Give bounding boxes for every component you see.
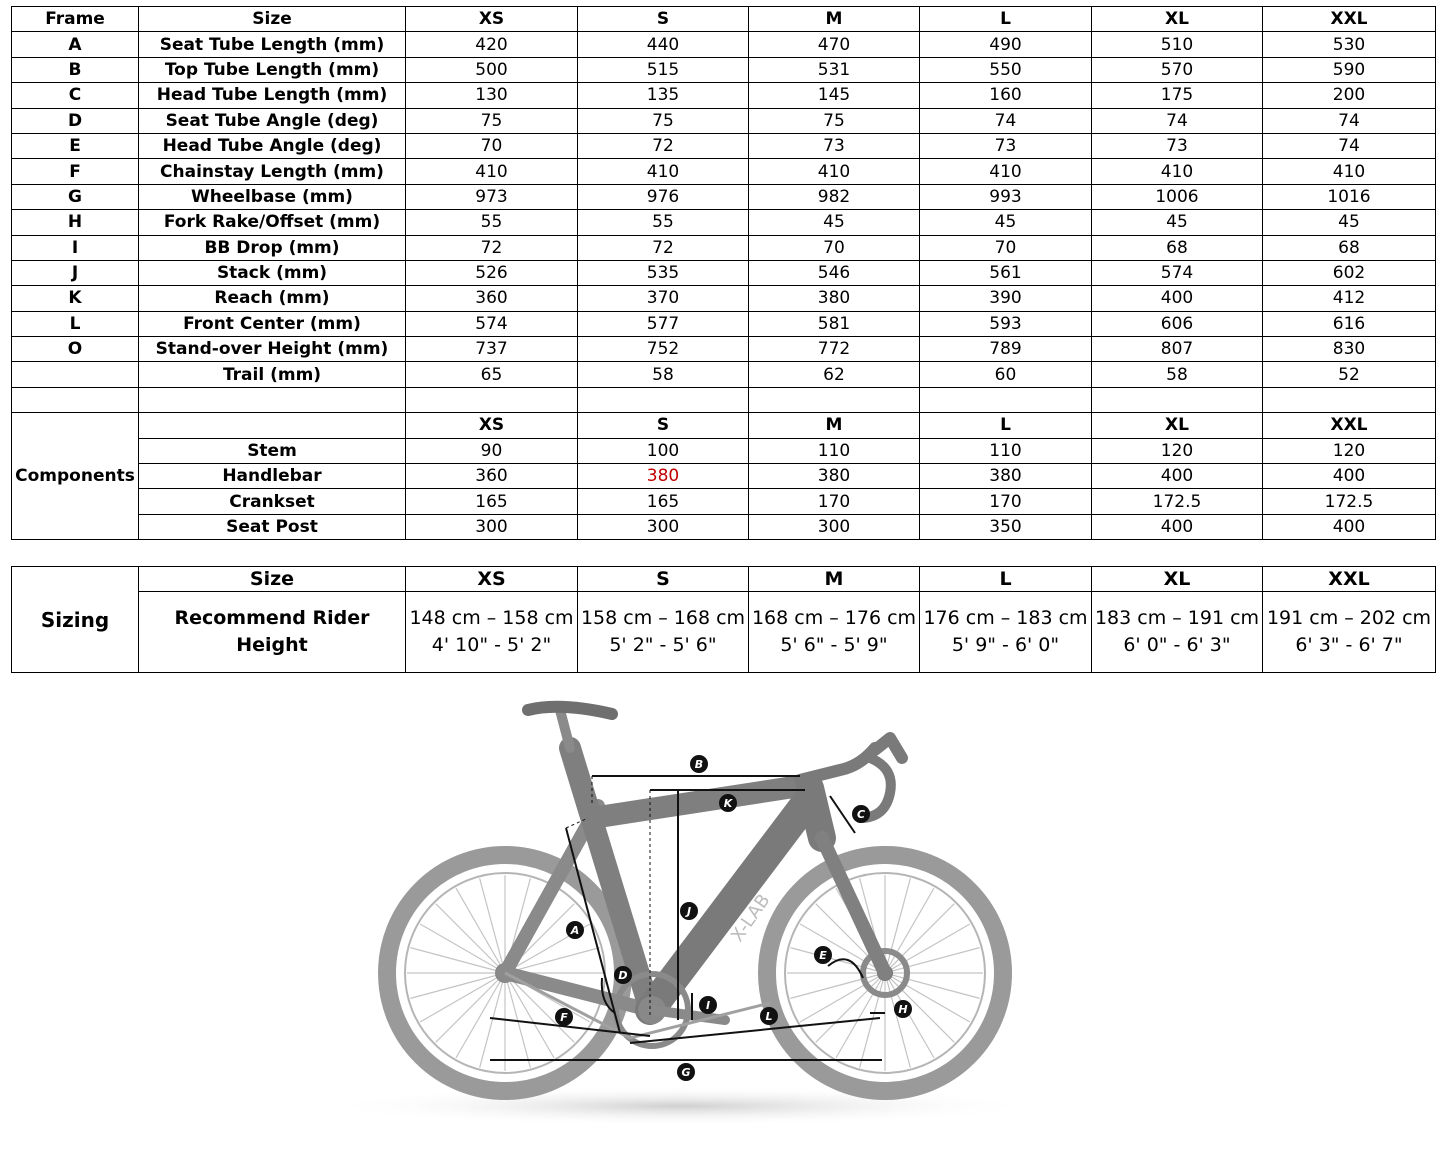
component-name: Crankset	[139, 489, 406, 514]
component-value: 110	[920, 438, 1092, 463]
frame-code: B	[12, 57, 139, 82]
measurement-name: Head Tube Angle (deg)	[139, 133, 406, 158]
marker-i	[699, 996, 717, 1014]
measurement-name: Chainstay Length (mm)	[139, 159, 406, 184]
frame-code: K	[12, 286, 139, 311]
measurement-value: 75	[578, 108, 749, 133]
frame-code: E	[12, 133, 139, 158]
measurement-value: 530	[1263, 32, 1436, 57]
measurement-value: 72	[406, 235, 578, 260]
components-label: Components	[12, 413, 139, 540]
geometry-row	[12, 159, 1436, 184]
height-ft: 6' 3" - 6' 7"	[1295, 634, 1403, 656]
measurement-value: 70	[749, 235, 920, 260]
measurement-value: 73	[920, 133, 1092, 158]
measurement-value: 74	[1092, 108, 1263, 133]
geometry-row	[12, 57, 1436, 82]
measurement-value: 561	[920, 260, 1092, 285]
measurement-value: 606	[1092, 311, 1263, 336]
height-ft: 5' 2" - 5' 6"	[609, 634, 717, 656]
height-cm: 176 cm – 183 cm	[923, 607, 1088, 629]
component-value: 400	[1092, 464, 1263, 489]
measurement-value: 440	[578, 32, 749, 57]
sizing-label: Sizing	[12, 567, 139, 673]
component-value: 300	[749, 514, 920, 539]
geometry-row	[12, 286, 1436, 311]
measurement-value: 535	[578, 260, 749, 285]
component-value: 120	[1263, 438, 1436, 463]
measurement-value: 68	[1263, 235, 1436, 260]
component-size: M	[749, 413, 920, 438]
component-size: XL	[1092, 413, 1263, 438]
empty-cell	[139, 413, 406, 438]
measurement-value: 789	[920, 337, 1092, 362]
empty-cell	[920, 387, 1092, 412]
measurement-value: 574	[1092, 260, 1263, 285]
geometry-row	[12, 210, 1436, 235]
component-value: 120	[1092, 438, 1263, 463]
measurement-value: 45	[1263, 210, 1436, 235]
measurement-name: Wheelbase (mm)	[139, 184, 406, 209]
header-cell: Size	[139, 7, 406, 32]
frame-code: D	[12, 108, 139, 133]
measurement-value: 526	[406, 260, 578, 285]
header-cell: XXL	[1263, 7, 1436, 32]
component-name: Handlebar	[139, 464, 406, 489]
measurement-value: 58	[1092, 362, 1263, 387]
marker-l	[760, 1007, 778, 1025]
marker-letter: C	[856, 808, 866, 821]
measurement-value: 410	[1092, 159, 1263, 184]
height-cm: 191 cm – 202 cm	[1266, 607, 1432, 629]
marker-letter: A	[570, 924, 580, 937]
frame-code: J	[12, 260, 139, 285]
measurement-value: 1016	[1263, 184, 1436, 209]
measurement-value: 65	[406, 362, 578, 387]
measurement-value: 45	[1092, 210, 1263, 235]
marker-letter: H	[898, 1003, 908, 1016]
component-value: 350	[920, 514, 1092, 539]
measurement-value: 752	[578, 337, 749, 362]
component-value: 400	[1263, 514, 1436, 539]
measurement-value: 74	[920, 108, 1092, 133]
component-value: 172.5	[1263, 489, 1436, 514]
measurement-value: 410	[920, 159, 1092, 184]
sizing-size-s: S	[578, 567, 749, 592]
measurement-value: 577	[578, 311, 749, 336]
height-cm: 158 cm – 168 cm	[580, 607, 746, 629]
empty-cell	[406, 387, 578, 412]
measurement-name: Head Tube Length (mm)	[139, 83, 406, 108]
geometry-row	[12, 235, 1436, 260]
rider-height-l	[920, 592, 1092, 673]
component-size: XXL	[1263, 413, 1436, 438]
measurement-name: Stack (mm)	[139, 260, 406, 285]
measurement-value: 75	[406, 108, 578, 133]
measurement-value: 73	[1092, 133, 1263, 158]
measurement-value: 490	[920, 32, 1092, 57]
measurement-name: Reach (mm)	[139, 286, 406, 311]
component-value: 172.5	[1092, 489, 1263, 514]
measurement-value: 830	[1263, 337, 1436, 362]
empty-cell	[578, 387, 749, 412]
geometry-row	[12, 362, 1436, 387]
marker-letter: I	[705, 999, 711, 1012]
measurement-name: Front Center (mm)	[139, 311, 406, 336]
component-value: 110	[749, 438, 920, 463]
measurement-value: 72	[578, 235, 749, 260]
measurement-value: 360	[406, 286, 578, 311]
ground-shadow	[330, 1086, 1040, 1126]
measurement-value: 160	[920, 83, 1092, 108]
spoke	[410, 973, 505, 998]
component-size: S	[578, 413, 749, 438]
measurement-name: Seat Tube Angle (deg)	[139, 108, 406, 133]
measurement-value: 982	[749, 184, 920, 209]
frame-code: I	[12, 235, 139, 260]
rider-height-s	[578, 592, 749, 673]
measurement-value: 616	[1263, 311, 1436, 336]
measurement-name: BB Drop (mm)	[139, 235, 406, 260]
measurement-value: 60	[920, 362, 1092, 387]
measurement-value: 772	[749, 337, 920, 362]
measurement-value: 570	[1092, 57, 1263, 82]
measurement-value: 410	[749, 159, 920, 184]
marker-k	[719, 794, 737, 812]
measurement-name: Seat Tube Length (mm)	[139, 32, 406, 57]
frame-code: C	[12, 83, 139, 108]
marker-a	[566, 921, 584, 939]
frame-code: H	[12, 210, 139, 235]
sizing-table	[11, 566, 1436, 673]
marker-letter: E	[819, 949, 827, 962]
measurement-name: Trail (mm)	[139, 362, 406, 387]
measurement-value: 546	[749, 260, 920, 285]
marker-letter: B	[694, 758, 704, 771]
component-value: 360	[406, 464, 578, 489]
measurement-value: 68	[1092, 235, 1263, 260]
frame-code	[12, 362, 139, 387]
sizing-size-xs: XS	[406, 567, 578, 592]
component-row	[12, 438, 1436, 463]
measurement-value: 976	[578, 184, 749, 209]
measurement-value: 515	[578, 57, 749, 82]
measurement-value: 55	[578, 210, 749, 235]
rider-height-label: Recommend Rider Height	[139, 592, 406, 673]
component-value: 170	[749, 489, 920, 514]
marker-letter: G	[681, 1066, 691, 1079]
component-value: 400	[1263, 464, 1436, 489]
marker-letter: L	[765, 1010, 773, 1023]
empty-cell	[749, 387, 920, 412]
measurement-value: 510	[1092, 32, 1263, 57]
measurement-value: 531	[749, 57, 920, 82]
measurement-value: 52	[1263, 362, 1436, 387]
measurement-value: 410	[1263, 159, 1436, 184]
component-value: 300	[406, 514, 578, 539]
geometry-row	[12, 108, 1436, 133]
spoke	[480, 878, 505, 973]
frame-code: F	[12, 159, 139, 184]
component-value: 170	[920, 489, 1092, 514]
measurement-value: 807	[1092, 337, 1263, 362]
measurement-value: 993	[920, 184, 1092, 209]
rider-height-xs	[406, 592, 578, 673]
height-ft: 5' 9" - 6' 0"	[951, 634, 1060, 656]
component-value: 165	[578, 489, 749, 514]
measurement-value: 412	[1263, 286, 1436, 311]
geometry-header-row	[12, 7, 1436, 32]
sizing-size-label: Size	[139, 567, 406, 592]
marker-f	[555, 1008, 573, 1026]
measurement-value: 390	[920, 286, 1092, 311]
geometry-row	[12, 311, 1436, 336]
empty-cell	[139, 387, 406, 412]
component-value: 100	[578, 438, 749, 463]
measurement-value: 75	[749, 108, 920, 133]
measurement-value: 45	[920, 210, 1092, 235]
sizing-size-l: L	[920, 567, 1092, 592]
brand-text: X-LAB	[726, 890, 775, 946]
measurement-value: 70	[406, 133, 578, 158]
measurement-value: 500	[406, 57, 578, 82]
measurement-value: 175	[1092, 83, 1263, 108]
geometry-row	[12, 83, 1436, 108]
marker-g	[677, 1063, 695, 1081]
spoke	[410, 948, 505, 973]
empty-cell	[1263, 387, 1436, 412]
height-ft: 4' 10" - 5' 2"	[431, 634, 552, 656]
measurement-name: Stand-over Height (mm)	[139, 337, 406, 362]
component-name: Seat Post	[139, 514, 406, 539]
spacer-row	[12, 387, 1436, 412]
component-size: XS	[406, 413, 578, 438]
marker-c	[852, 805, 870, 823]
sizing-size-m: M	[749, 567, 920, 592]
height-cm: 183 cm – 191 cm	[1094, 607, 1260, 629]
measurement-value: 73	[749, 133, 920, 158]
marker-letter: F	[560, 1011, 568, 1024]
component-value: 165	[406, 489, 578, 514]
component-size: L	[920, 413, 1092, 438]
marker-letter: K	[723, 797, 733, 810]
measurement-name: Fork Rake/Offset (mm)	[139, 210, 406, 235]
height-ft: 5' 6" - 5' 9"	[780, 634, 888, 656]
marker-h	[894, 1000, 912, 1018]
components-header-row	[12, 413, 1436, 438]
header-cell: L	[920, 7, 1092, 32]
marker-letter: D	[618, 969, 628, 982]
frame-code: O	[12, 337, 139, 362]
measurement-value: 400	[1092, 286, 1263, 311]
rider-height-m	[749, 592, 920, 673]
measurement-value: 574	[406, 311, 578, 336]
frame-code: G	[12, 184, 139, 209]
height-cm: 168 cm – 176 cm	[751, 607, 917, 629]
measurement-value: 58	[578, 362, 749, 387]
spoke	[480, 973, 505, 1068]
component-value: 380	[578, 464, 749, 489]
measurement-value: 145	[749, 83, 920, 108]
measurement-value: 470	[749, 32, 920, 57]
header-cell: Frame	[12, 7, 139, 32]
measurement-name: Top Tube Length (mm)	[139, 57, 406, 82]
frame-code: A	[12, 32, 139, 57]
bike-geometry-diagram	[330, 688, 1120, 1148]
empty-cell	[1092, 387, 1263, 412]
component-value: 380	[749, 464, 920, 489]
component-row	[12, 514, 1436, 539]
measurement-value: 72	[578, 133, 749, 158]
sizing-size-xl: XL	[1092, 567, 1263, 592]
header-cell: M	[749, 7, 920, 32]
measurement-value: 550	[920, 57, 1092, 82]
measurement-value: 135	[578, 83, 749, 108]
geometry-row	[12, 32, 1436, 57]
sizing-size-xxl: XXL	[1263, 567, 1436, 592]
component-value: 380	[920, 464, 1092, 489]
geometry-row	[12, 184, 1436, 209]
rider-height-row	[12, 592, 1436, 673]
rider-height-xxl	[1263, 592, 1436, 673]
measurement-value: 74	[1263, 133, 1436, 158]
empty-cell	[12, 387, 139, 412]
header-cell: XS	[406, 7, 578, 32]
measurement-value: 410	[406, 159, 578, 184]
rider-height-xl	[1092, 592, 1263, 673]
component-value: 300	[578, 514, 749, 539]
geometry-row	[12, 337, 1436, 362]
measurement-value: 420	[406, 32, 578, 57]
marker-j	[680, 902, 698, 920]
component-row	[12, 489, 1436, 514]
measurement-value: 130	[406, 83, 578, 108]
measurement-value: 1006	[1092, 184, 1263, 209]
measurement-value: 602	[1263, 260, 1436, 285]
geometry-row	[12, 260, 1436, 285]
measurement-value: 70	[920, 235, 1092, 260]
marker-d	[614, 966, 632, 984]
measurement-value: 593	[920, 311, 1092, 336]
marker-e	[814, 946, 832, 964]
header-cell: XL	[1092, 7, 1263, 32]
sizing-header-row	[12, 567, 1436, 592]
component-value: 400	[1092, 514, 1263, 539]
measurement-value: 370	[578, 286, 749, 311]
measurement-value: 45	[749, 210, 920, 235]
measurement-value: 380	[749, 286, 920, 311]
component-name: Stem	[139, 438, 406, 463]
frame-code: L	[12, 311, 139, 336]
measurement-value: 62	[749, 362, 920, 387]
component-value: 90	[406, 438, 578, 463]
measurement-value: 590	[1263, 57, 1436, 82]
measurement-value: 55	[406, 210, 578, 235]
measurement-value: 581	[749, 311, 920, 336]
height-cm: 148 cm – 158 cm	[409, 607, 574, 629]
geometry-table	[11, 6, 1436, 540]
header-cell: S	[578, 7, 749, 32]
marker-b	[690, 755, 708, 773]
geometry-row	[12, 133, 1436, 158]
measurement-value: 737	[406, 337, 578, 362]
measurement-value: 74	[1263, 108, 1436, 133]
marker-letter: J	[686, 905, 692, 918]
height-ft: 6' 0" - 6' 3"	[1123, 634, 1231, 656]
measurement-value: 973	[406, 184, 578, 209]
component-row	[12, 464, 1436, 489]
measurement-value: 200	[1263, 83, 1436, 108]
measurement-value: 410	[578, 159, 749, 184]
